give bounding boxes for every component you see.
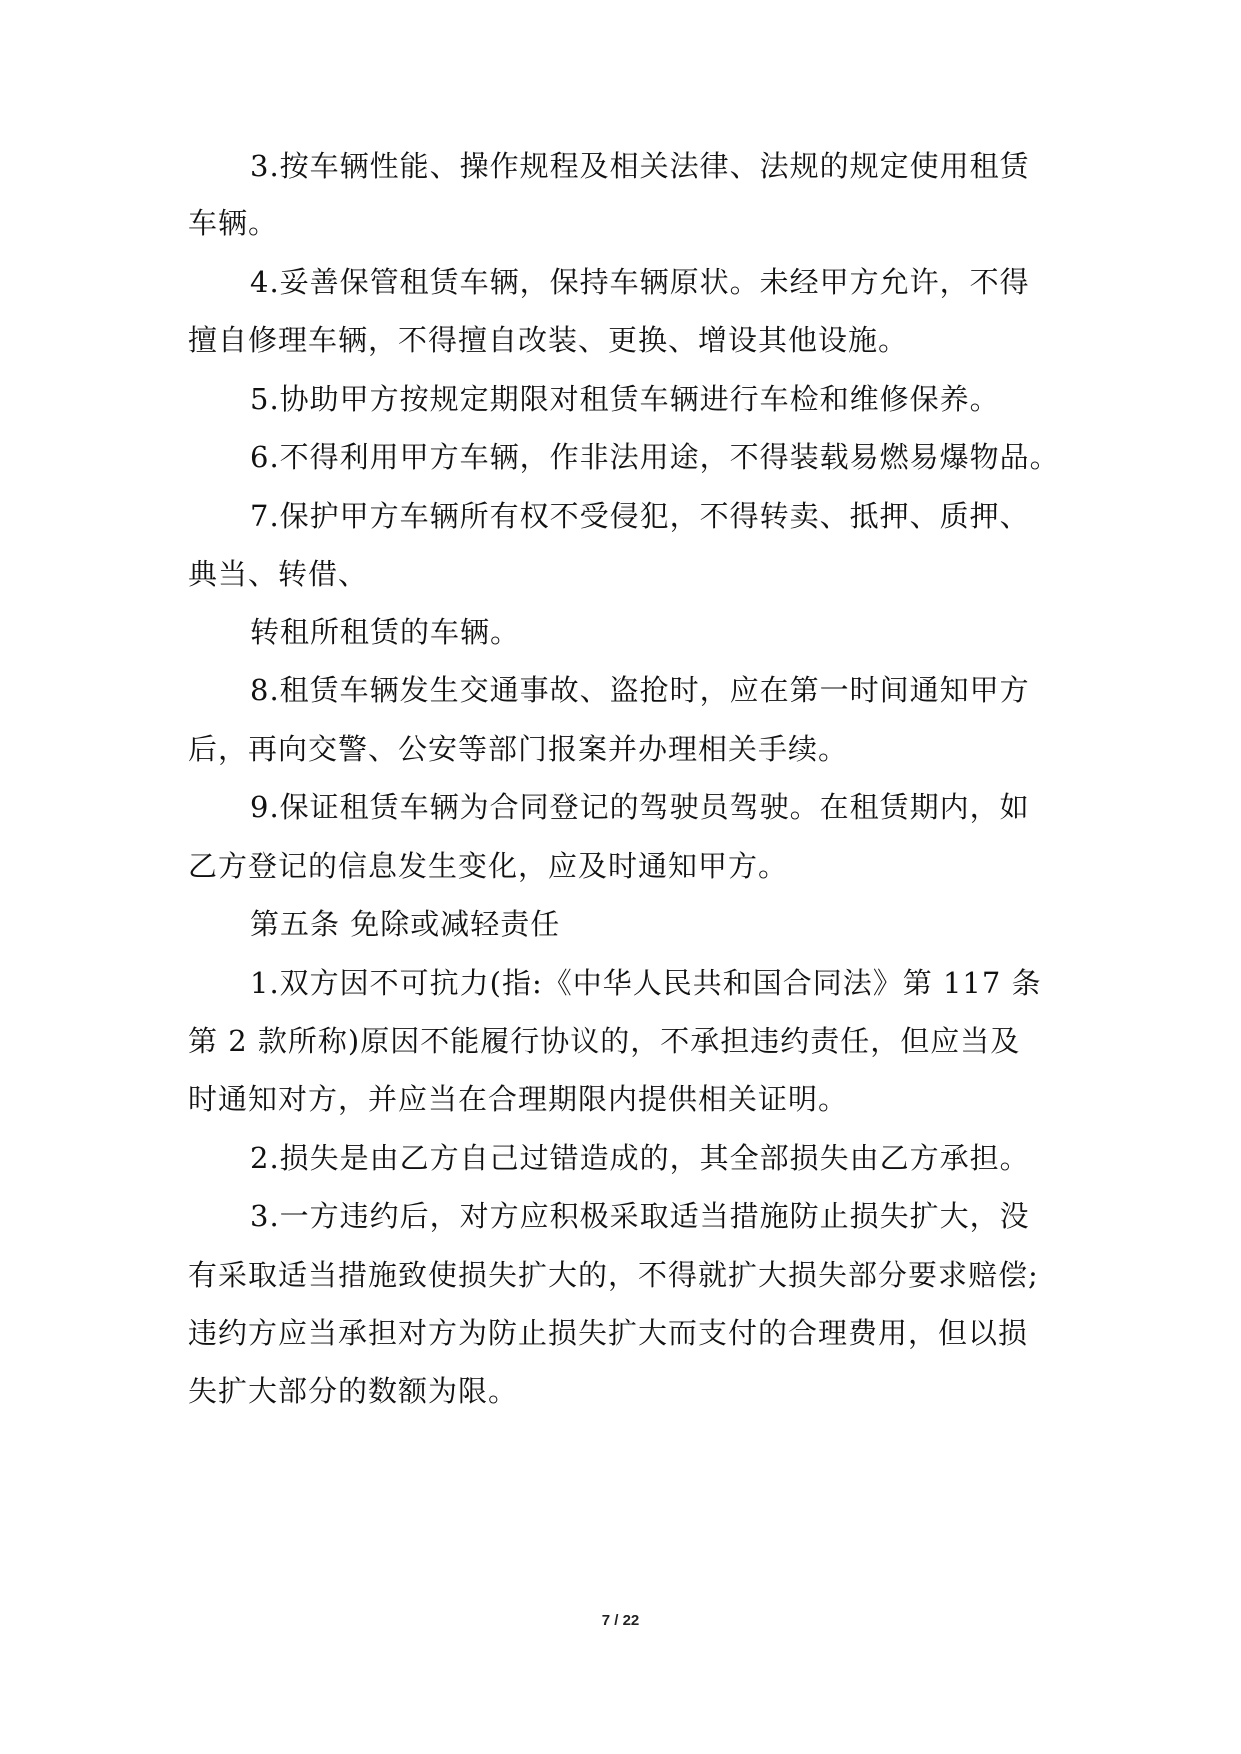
paragraph-line: 1.双方因不可抗力(指:《中华人民共和国合同法》第 117 条 [250,966,1042,1000]
paragraph-line: 2.损失是由乙方自己过错造成的，其全部损失由乙方承担。 [250,1141,1030,1175]
paragraph-line: 后，再向交警、公安等部门报案并办理相关手续。 [188,732,849,766]
paragraph-line: 第 2 款所称)原因不能履行协议的，不承担违约责任，但应当及 [188,1024,1021,1058]
paragraph-line: 时通知对方，并应当在合理期限内提供相关证明。 [188,1082,849,1116]
section-heading: 第五条 免除或减轻责任 [250,907,561,941]
page-number: 7 / 22 [601,1612,640,1629]
paragraph-line: 5.协助甲方按规定期限对租赁车辆进行车检和维修保养。 [250,382,1000,416]
paragraph-line: 3.一方违约后，对方应积极采取适当措施防止损失扩大，没 [250,1199,1030,1233]
paragraph-line: 8.租赁车辆发生交通事故、盗抢时，应在第一时间通知甲方 [250,673,1030,707]
paragraph-line: 车辆。 [188,206,279,240]
paragraph-line: 4.妥善保管租赁车辆，保持车辆原状。未经甲方允许，不得 [250,265,1030,299]
paragraph-line: 7.保护甲方车辆所有权不受侵犯，不得转卖、抵押、质押、 [250,499,1030,533]
paragraph-line: 6.不得利用甲方车辆，作非法用途，不得装载易燃易爆物品。 [250,440,1060,474]
paragraph-line: 3.按车辆性能、操作规程及相关法律、法规的规定使用租赁 [250,149,1030,183]
paragraph-line: 违约方应当承担对方为防止损失扩大而支付的合理费用，但以损 [188,1316,1029,1350]
paragraph-line: 擅自修理车辆，不得擅自改装、更换、增设其他设施。 [188,323,909,357]
paragraph-line: 失扩大部分的数额为限。 [188,1374,519,1408]
paragraph-line: 典当、转借、 [188,557,369,591]
paragraph-line: 9.保证租赁车辆为合同登记的驾驶员驾驶。在租赁期内，如 [250,790,1030,824]
paragraph-line: 乙方登记的信息发生变化，应及时通知甲方。 [188,849,789,883]
paragraph-line: 转租所租赁的车辆。 [250,615,521,649]
paragraph-line: 有采取适当措施致使损失扩大的，不得就扩大损失部分要求赔偿; [188,1258,1039,1292]
